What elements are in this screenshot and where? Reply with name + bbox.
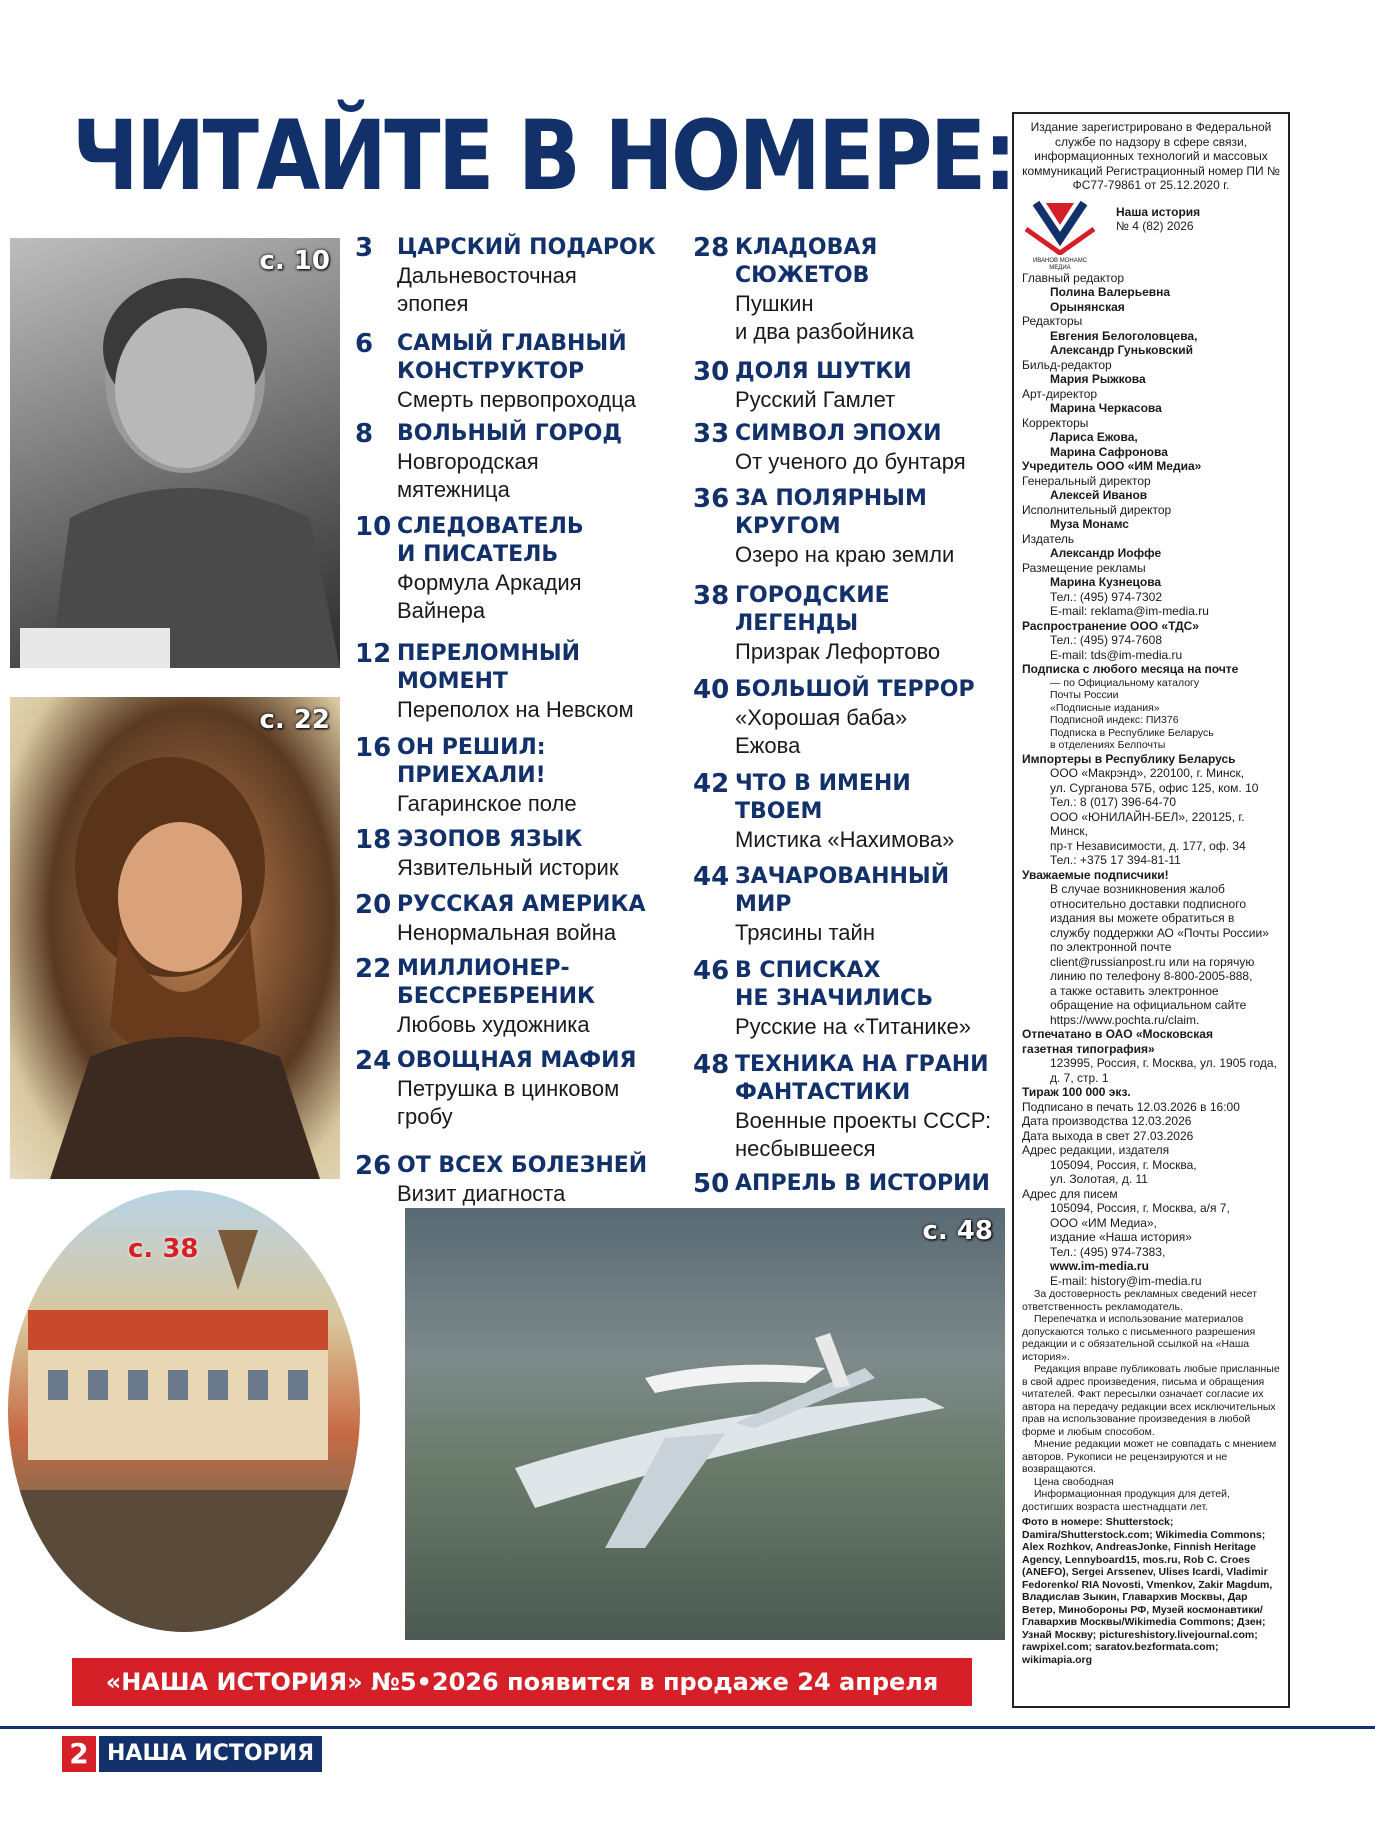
toc-title: ДОЛЯ ШУТКИ [735,359,912,384]
imprint-line: Подписной индекс: ПИ376 [1050,714,1179,726]
toc-subtitle: Визит диагноста [397,1181,566,1206]
portrait-painting-bearded-man [10,697,340,1179]
imprint-line: Арт-директор [1022,386,1098,401]
small-print-paragraph: Цена свободная [1034,1475,1114,1488]
toc-subtitle: Ненормальная война [397,920,617,945]
toc-subtitle: От ученого до бунтаря [735,449,966,474]
page-title: ЧИТАЙТЕ В НОМЕРЕ: [72,100,1015,212]
imprint-line: издание «Наша история» [1050,1230,1192,1244]
imprint-line: Исполнительный директор [1022,502,1172,517]
circular-painting-city [8,1190,360,1632]
imprint-line: Почты России [1050,689,1119,701]
toc-title: ПЕРЕЛОМНЫЙ МОМЕНТ [397,641,581,694]
toc-page-number: 10 [355,512,392,542]
toc-page-number: 28 [693,233,730,263]
imprint-line: E-mail: tds@im-media.ru [1050,647,1183,662]
imprint-line: 105094, Россия, г. Москва, а/я 7, [1050,1201,1230,1215]
page-footer [62,1736,322,1772]
imprint-line: E-mail: reklama@im-media.ru [1050,604,1209,618]
page-ref-tag: с. 22 [259,705,330,735]
toc-entry [693,676,1023,760]
toc-page-number: 38 [693,581,730,611]
toc-entry [693,1170,1023,1198]
toc-page-number: 22 [355,954,392,984]
imprint-line: обращение на официальном сайте [1050,998,1247,1012]
toc-page-number: 20 [355,890,392,920]
page-ref-tag: с. 38 [128,1234,199,1264]
imprint-line: Учредитель ООО «ИМ Медиа» [1022,459,1202,473]
imprint-line: Генеральный директор [1022,473,1151,488]
toc-subtitle: Гагаринское поле [397,791,577,816]
imprint-line: Тел.: +375 17 394-81-11 [1050,853,1181,867]
publisher-logo [1022,199,1098,271]
toc-page-number: 46 [693,956,730,986]
toc-subtitle: Пушкин и два разбойника [735,291,914,344]
imprint-line: Алексей Иванов [1050,488,1148,502]
toc-title: БОЛЬШОЙ ТЕРРОР [735,677,975,702]
imprint-line: Тел.: 8 (017) 396-64-70 [1050,795,1176,809]
toc-subtitle: Военные проекты СССР: несбывшееся [735,1108,992,1161]
toc-page-number: 42 [693,769,730,799]
toc-entry [693,957,1023,1041]
imprint-line: Орынянская [1050,299,1125,314]
toc-subtitle: Смерть первопроходца [397,387,637,412]
toc-entry [693,863,1023,947]
toc-page-number: 50 [693,1169,730,1199]
imprint-line: «Подписные издания» [1050,701,1160,714]
imprint-line: Распространение ООО «ТДС» [1022,618,1199,633]
imprint-line: Уважаемые подписчики! [1022,867,1169,882]
toc-title: ЗАЧАРОВАННЫЙ МИР [735,864,950,917]
toc-title: ТЕХНИКА НА ГРАНИ ФАНТАСТИКИ [735,1052,989,1105]
imprint-line: Марина Черкасова [1050,401,1162,415]
imprint-line: ООО «ЮНИЛАЙН-БЕЛ», 220125, г. Минск, [1050,809,1245,838]
toc-entry [355,330,685,414]
toc-subtitle: Переполох на Невском [397,697,634,722]
toc-subtitle: Новгородская мятежница [397,449,539,502]
toc-entry [693,358,1023,414]
toc-entry [355,420,685,504]
page-ref-tag: с. 48 [922,1216,993,1246]
imprint-line: Адрес редакции, издателя [1022,1143,1170,1157]
toc-page-number: 36 [693,484,730,514]
aircraft-illustration [405,1208,1005,1640]
toc-title: ОВОЩНАЯ МАФИЯ [397,1048,637,1073]
imprint-line: д. 7, стр. 1 [1050,1070,1109,1085]
imprint-line: Редакторы [1022,314,1083,328]
toc-page-number: 16 [355,733,392,763]
toc-page-number: 3 [355,233,374,263]
toc-subtitle: «Хорошая баба» Ежова [735,705,908,758]
toc-subtitle: Русские на «Титанике» [735,1014,972,1039]
small-print-paragraph: За достоверность рекламных сведений несет ответственность рекламодатель. [1022,1288,1258,1313]
logo-caption: ИВАНОВ МОНАМС МЕДИА [1032,258,1088,271]
imprint-line: Тел.: (495) 974-7608 [1050,633,1162,647]
toc-title: РУССКАЯ АМЕРИКА [397,892,646,917]
imprint-line: Александр Иоффе [1050,546,1162,560]
imprint-line: а также оставить электронное [1050,983,1219,998]
imprint-line: пр-т Независимости, д. 177, оф. 34 [1050,838,1246,853]
toc-page-number: 18 [355,825,392,855]
imprint-line: 105094, Россия, г. Москва, [1050,1157,1197,1172]
imprint-line: ул. Сурганова 57Б, офис 125, ком. 10 [1050,780,1259,795]
imprint-line: Размещение рекламы [1022,560,1146,575]
imprint-line: линию по телефону 8-800-2005-888, [1050,969,1253,983]
toc-subtitle: Любовь художника [397,1012,590,1037]
toc-page-number: 12 [355,639,392,669]
toc-entry [355,1152,685,1208]
toc-title: ГОРОДСКИЕ ЛЕГЕНДЫ [735,583,890,636]
toc-title: ОТ ВСЕХ БОЛЕЗНЕЙ [397,1153,648,1178]
toc-title: СИМВОЛ ЭПОХИ [735,421,942,446]
toc-subtitle: Озеро на краю земли [735,542,955,567]
toc-page-number: 48 [693,1050,730,1080]
imprint-line: Марина Кузнецова [1050,575,1162,589]
imprint-line: Дата производства 12.03.2026 [1022,1114,1192,1128]
toc-subtitle: Мистика «Нахимова» [735,827,955,852]
imprint-line: Полина Валерьевна [1050,285,1171,299]
imprint-line: В случае возникновения жалоб [1050,882,1225,896]
toc-title: ЦАРСКИЙ ПОДАРОК [397,235,656,260]
imprint-line: Дата выхода в свет 27.03.2026 [1022,1128,1194,1143]
imprint-line: Отпечатано в ОАО «Московская [1022,1027,1213,1041]
toc-title: ЧТО В ИМЕНИ ТВОЕМ [735,771,911,824]
imprint-line: Корректоры [1022,415,1089,430]
toc-entry [355,640,685,724]
imprint-line: в отделениях Белпочты [1050,739,1166,751]
imprint-line: www.im-media.ru [1050,1259,1149,1273]
painting-illustration [10,697,340,1179]
toc-subtitle: Язвительный историк [397,855,619,880]
toc-page-number: 8 [355,419,374,449]
imprint-line: Тел.: (495) 974-7383, [1050,1244,1166,1259]
imprint-line: ул. Золотая, д. 11 [1050,1172,1148,1186]
next-issue-banner: «НАША ИСТОРИЯ» №5•2026 появится в продаже 24 апреля [72,1658,972,1706]
imprint-line: Муза Монамс [1050,517,1129,531]
imprint-box [1012,112,1290,1708]
toc-page-number: 6 [355,329,374,359]
toc-title: ЭЗОПОВ ЯЗЫК [397,827,583,852]
toc-page-number: 44 [693,862,730,892]
toc-title: ЗА ПОЛЯРНЫМ КРУГОМ [735,486,927,539]
toc-subtitle: Русский Гамлет [735,387,896,412]
imprint-line: ООО «Макрэнд», 220100, г. Минск, [1050,766,1245,780]
footer-rule [0,1726,1375,1729]
imprint-line: Марина Сафронова [1050,444,1168,459]
issue-title: Наша история [1116,204,1201,219]
toc-entry [693,234,1023,346]
aircraft-photo [405,1208,1005,1640]
toc-subtitle: Петрушка в цинковом гробу [397,1076,620,1129]
toc-page-number: 30 [693,357,730,387]
toc-title: САМЫЙ ГЛАВНЫЙ КОНСТРУКТОР [397,331,627,384]
imprint-line: по электронной почте [1050,940,1172,954]
imprint-line: — по Официальному каталогу [1050,676,1200,689]
toc-page-number: 33 [693,419,730,449]
imprint-line: Тираж 100 000 экз. [1022,1085,1131,1099]
imprint-line: Импортеры в Республику Беларусь [1022,751,1236,766]
toc-entry [693,485,1023,569]
imprint-line: газетная типография» [1022,1041,1155,1056]
page-ref-tag: с. 10 [259,246,330,276]
imprint-line: Александр Гуньковский [1050,343,1194,357]
imprint-line: Евгения Белоголовцева, [1050,328,1198,343]
imprint-line: Подписано в печать 12.03.2026 в 16:00 [1022,1099,1240,1114]
imprint-line: 123995, Россия, г. Москва, ул. 1905 года, [1050,1056,1277,1070]
toc-entry [693,420,1023,476]
portrait-photo-officer [10,238,340,668]
imprint-line: Тел.: (495) 974-7302 [1050,589,1162,604]
toc-entry [355,826,685,882]
page-number: 2 [62,1736,96,1772]
photo-credits: Фото в номере: Shutterstock; Damira/Shutterstock.com; Wikimedia Commons; Alex Rozhkov, AndreasJonke, Finnish Heritage Agency, Lennyboard15, mos.ru, Rob C. Croes (ANEFO), Sergei Arssenev, Ulises Icardi, Vladimir Fedorenko/ RIA Novosti, Vmenkov, Zakir Magdum, Владислав Зыкин, Главархив Москвы, Дар Ветер, Минобороны РФ, Музей космонавтики/Главархив Москвы/Wikimedia Commons; Дзен; Узнай Москву; pictureshistory.livejournal.com; rawpixel.com; saratov.bezformata.com; wikimapia.org [1022,1516,1273,1666]
imprint-line: издания вы можете обратиться в [1050,911,1235,925]
imprint-line: Подписка с любого месяца на почте [1022,662,1239,676]
imprint-line: Адрес для писем [1022,1186,1118,1201]
toc-title: ОН РЕШИЛ: ПРИЕХАЛИ! [397,735,546,788]
toc-page-number: 26 [355,1151,392,1181]
imprint-line: Бильд-редактор [1022,357,1112,372]
toc-entry [693,770,1023,854]
toc-title: В СПИСКАХ НЕ ЗНАЧИЛИСЬ [735,958,933,1011]
toc-title: ВОЛЬНЫЙ ГОРОД [397,421,622,446]
toc-title: АПРЕЛЬ В ИСТОРИИ [735,1171,990,1196]
toc-entry [355,513,685,625]
toc-subtitle: Дальневосточная эпопея [397,263,577,316]
toc-entry [693,582,1023,666]
toc-subtitle: Трясины тайн [735,920,875,945]
imprint-line: Издатель [1022,531,1075,546]
imprint-line: службу поддержки АО «Почты России» [1050,925,1269,940]
imprint-line: ООО «ИМ Медиа», [1050,1215,1157,1230]
toc-page-number: 24 [355,1046,392,1076]
toc-entry [693,1051,1023,1163]
imprint-line: Мария Рыжкова [1050,372,1146,386]
imprint-line: Лариса Ежова, [1050,430,1138,444]
toc-entry [355,234,685,318]
imprint-line: https://www.pochta.ru/claim. [1050,1012,1200,1027]
officer-illustration [10,238,340,668]
toc-title: КЛАДОВАЯ СЮЖЕТОВ [735,235,878,288]
small-print-paragraph: Информационная продукция для детей, достигших возраста шестнадцати лет. [1022,1488,1230,1513]
imprint-line: Подписка в Республике Беларусь [1050,726,1214,739]
small-print-paragraph: Перепечатка и использование материалов допускаются только с письменного разрешения редакции и с обязательной ссылкой на «Наша история». [1022,1313,1256,1363]
toc-entry [355,1047,685,1131]
legal-small-print [1022,1288,1280,1513]
toc-title: МИЛЛИОНЕР- БЕССРЕБРЕНИК [397,956,595,1009]
imprint-line: относительно доставки подписного [1050,896,1247,911]
toc-subtitle: Призрак Лефортово [735,639,941,664]
toc-page-number: 40 [693,675,730,705]
imprint-line: Главный редактор [1022,270,1125,285]
imprint-credits [1022,271,1280,1289]
imprint-line: client@russianpost.ru или на горячую [1050,954,1255,969]
imprint-line: E-mail: history@im-media.ru [1050,1273,1202,1288]
issue-number: № 4 (82) 2026 [1116,219,1194,233]
toc-subtitle: Формула Аркадия Вайнера [397,570,582,623]
small-print-paragraph: Редакция вправе публиковать любые присланные в свой адрес произведения, письма и обращения читателей. Факт пересылки означает согласие их автора на передачу редакции всех исключительных прав на использование произведения в любой форме и любым способом. [1022,1363,1280,1438]
toc-entry [355,891,685,947]
toc-entry [355,734,685,818]
magazine-name: НАША ИСТОРИЯ [99,1736,322,1772]
toc-entry [355,955,685,1039]
registration-text: Издание зарегистрировано в Федеральной службе по надзору в сфере связи, информационных технологий и массовых коммуникаций Регистрационный номер ПИ № ФС77-79861 от 25.12.2020 г. [1022,120,1280,192]
small-print-paragraph: Мнение редакции может не совпадать с мнением авторов. Рукописи не рецензируются и не возвращаются. [1022,1438,1277,1475]
toc-title: СЛЕДОВАТЕЛЬ И ПИСАТЕЛЬ [397,514,584,567]
